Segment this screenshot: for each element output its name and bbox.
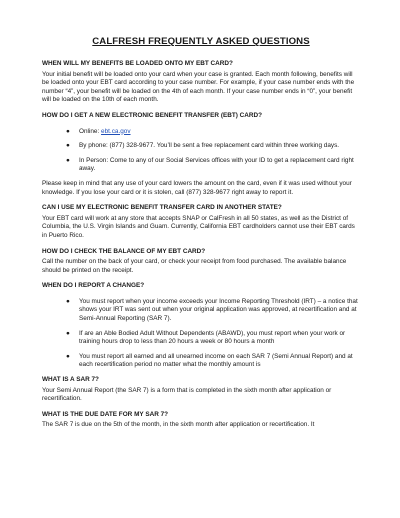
bullet-list — [42, 298, 360, 370]
answer-paragraph: Call the number on the back of your card, or check your receipt from food purchased. The available balance should be printed on the receipt. — [42, 258, 347, 274]
list-item-text: If are an Able Bodied Adult Without Dependents (ABAWD), you must report when your work or training hours drop to less than 20 hours a week or 80 hours a month — [79, 329, 346, 346]
question-heading: WHEN DO I REPORT A CHANGE? — [42, 282, 145, 290]
bullet-icon: ● — [66, 156, 70, 164]
bullet-list — [42, 128, 360, 174]
list-item — [66, 157, 360, 174]
list-item — [66, 128, 360, 137]
question-heading: CAN I USE MY ELECTRONIC BENEFIT TRANSFER CARD IN ANOTHER STATE? — [42, 204, 282, 212]
ebt-website-link[interactable]: ebt.ca.gov — [101, 127, 131, 135]
answer-paragraph: Please keep in mind that any use of your card lowers the amount on the card, even if it was used without your knowledge. If you lose your card or it is stolen, call (877) 328-9677 right away to report it. — [42, 179, 352, 196]
bullet-icon: ● — [66, 127, 70, 135]
bullet-icon: ● — [66, 142, 70, 150]
bullet-icon: ● — [66, 352, 70, 360]
bullet-icon: ● — [66, 329, 70, 337]
question-heading: HOW DO I GET A NEW ELECTRONIC BENEFIT TRANSFER (EBT) CARD? — [42, 111, 262, 119]
answer-paragraph: Your EBT card will work at any store that accepts SNAP or CalFresh in all 50 states, as well as the District of Columbia, the U.S. Virgin Islands and Guam. Currently, California EBT cardholders cannot use their EBT cards in Puerto Rico. — [42, 214, 355, 239]
page-title: CALFRESH FREQUENTLY ASKED QUESTIONS — [92, 36, 310, 47]
faq-section-new-ebt-card — [42, 112, 360, 197]
bullet-icon: ● — [66, 297, 70, 305]
faq-section-check-balance — [42, 248, 360, 276]
list-item — [66, 142, 360, 151]
question-heading: WHAT IS THE DUE DATE FOR MY SAR 7? — [42, 410, 169, 418]
answer-paragraph: Your initial benefit will be loaded onto your card when your case is granted. Each month following, benefits will be loaded onto your EBT card according to your case number. For example, if your case number ends with the number “4”, your benefit will be loaded on the 4th of each month. If your case number ends in “0”, your benefit will be loaded on the 10th of each month. — [42, 70, 355, 104]
question-heading: WHAT IS A SAR 7? — [42, 376, 99, 384]
faq-section-sar7-due-date — [42, 411, 360, 430]
faq-section-another-state — [42, 204, 360, 240]
list-item — [66, 353, 360, 370]
list-item — [66, 298, 360, 324]
list-item-text: In Person: Come to any of our Social Services offices with your ID to get a replacement card right away. — [79, 156, 354, 173]
faq-section-what-is-sar7 — [42, 376, 360, 404]
list-item — [66, 330, 360, 347]
answer-paragraph: Your Semi Annual Report (the SAR 7) is a form that is completed in the sixth month after application or recertification. — [42, 386, 332, 403]
list-item-text: You must report all earned and all unearned income on each SAR 7 (Semi Annual Report) and at each recertification period no matter what the monthly amount is — [79, 352, 353, 369]
list-item-text: Online: — [79, 127, 102, 135]
list-item-text: You must report when your income exceeds your Income Reporting Threshold (IRT) – a notice that shows your IRT was sent out when your original application was approved, at recertification and at Semi-Annual Reporting (SAR 7). — [79, 297, 358, 323]
faq-section-report-change — [42, 282, 360, 370]
answer-paragraph: The SAR 7 is due on the 5th of the month, in the sixth month after application or recertification. It — [42, 421, 315, 429]
list-item-text: By phone: (877) 328-9677. You’ll be sent a free replacement card within three working days. — [79, 142, 340, 150]
faq-section-benefits-loading — [42, 60, 360, 105]
question-heading: HOW DO I CHECK THE BALANCE OF MY EBT CARD? — [42, 247, 206, 255]
question-heading: WHEN WILL MY BENEFITS BE LOADED ONTO MY EBT CARD? — [42, 60, 233, 67]
